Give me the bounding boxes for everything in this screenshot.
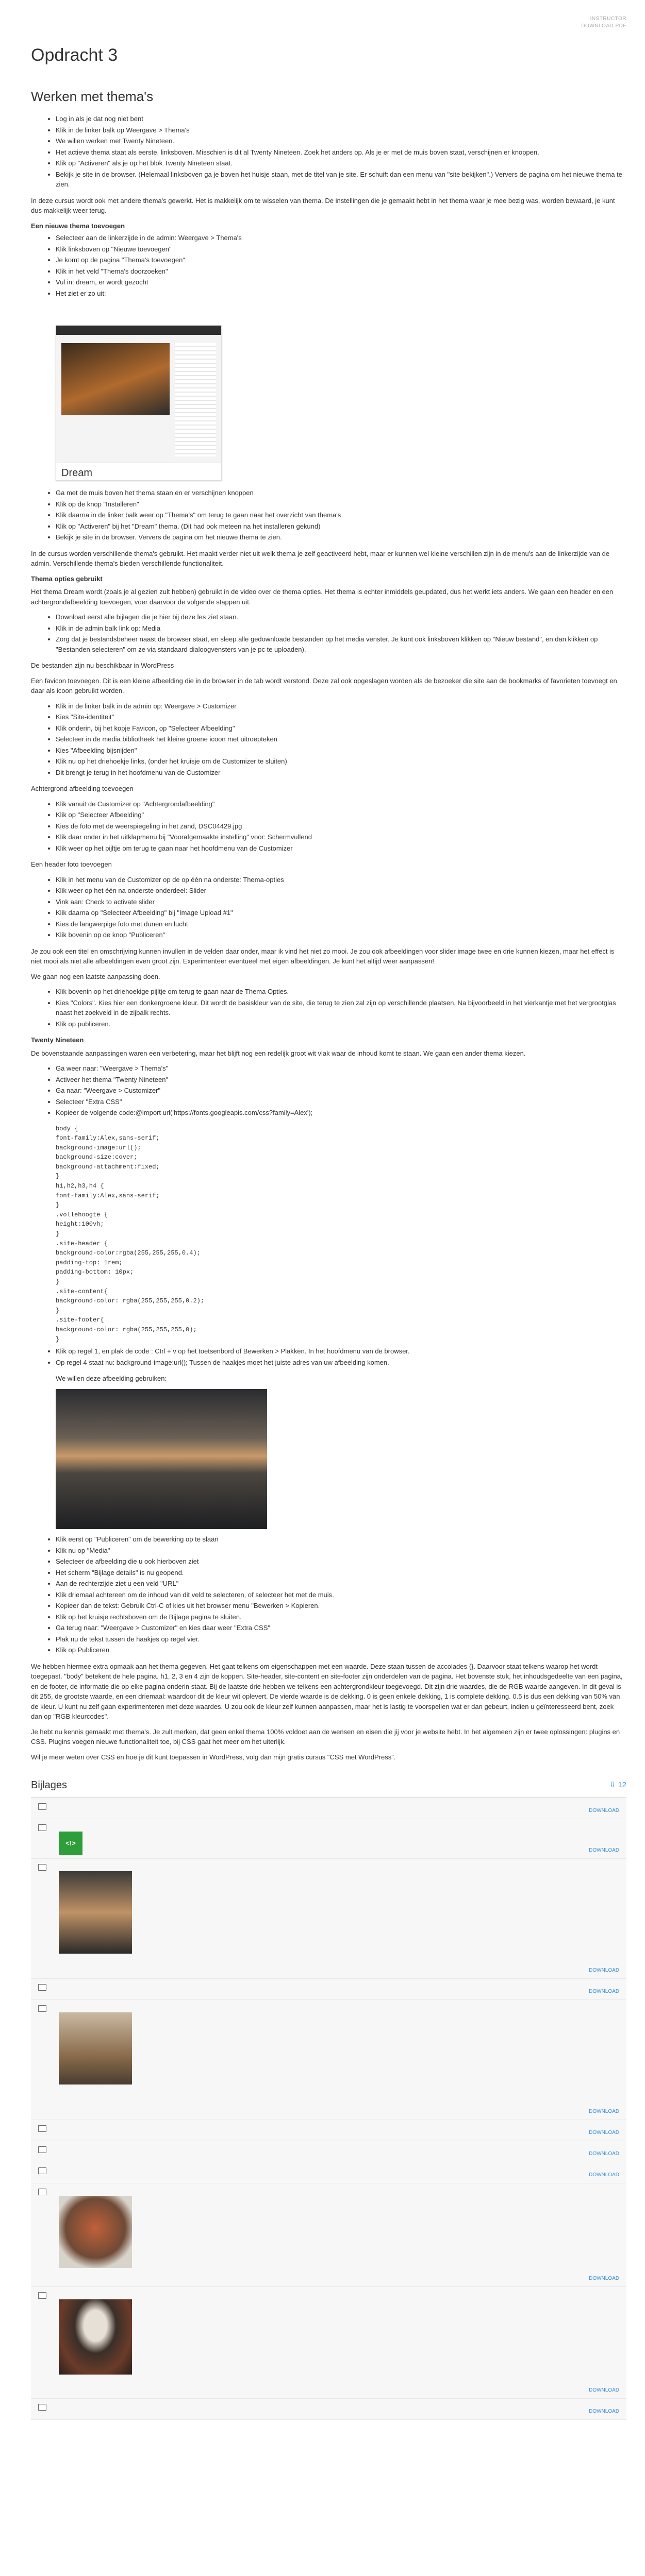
list-item: • Klik bovenin op het driehoekige pijltje om terug te gaan naar de Thema Opties. <box>56 987 626 997</box>
attachment-row <box>31 2287 626 2399</box>
list-item: • Klik in de linker balk in de admin op: Weergave > Customizer <box>56 701 626 711</box>
code-line: } <box>56 1278 60 1285</box>
attachment-row <box>31 2000 626 2120</box>
paragraph: We gaan nog een laatste aanpassing doen. <box>31 972 160 980</box>
list-item: • Het ziet er zo uit: <box>56 289 626 299</box>
attachments-title: Bijlages <box>31 1780 68 1791</box>
image-thumbnail <box>59 2299 132 2375</box>
list-item: • Je komt op de pagina "Thema's toevoegen" <box>56 255 626 265</box>
css-code <box>31 1124 626 1345</box>
code-line: font-family:Alex,sans-serif; <box>56 1134 160 1142</box>
theme-caption: Dream <box>56 463 221 480</box>
list-item: • Het actieve thema staat als eerste, linksboven. Misschien is dit al Twenty Nineteen. Zoek het anders op. Als je er met de muis boven staat, verschijnen er knoppen. <box>56 147 626 158</box>
list-item: • Selecteer in de media bibliotheek het kleine groene icoon met uitroepteken <box>56 734 626 744</box>
paragraph: In de cursus worden verschillende thema's gebruikt. Het maakt verder niet uit welk thema je zelf geactiveerd hebt, maar er kunnen wel kleine verschillen zijn in de menu's aan de linkerzijde van de admin. Verschillende thema's bieden verschillende functionaliteit. <box>31 549 610 567</box>
list-item: • Klik onderin, bij het kopje Favicon, op "Selecteer Afbeelding" <box>56 723 626 734</box>
code-line: } <box>56 1335 60 1343</box>
list-item: • Klik op "Activeren" als je op het blok Twenty Nineteen staat. <box>56 158 626 168</box>
download-link[interactable]: DOWNLOAD <box>589 1968 619 1974</box>
code-line: background-image:url(); <box>56 1144 141 1151</box>
list-item: • Klik daar onder in het uitklapmenu bij "Voorafgemaakte instelling" voor: Schermvullend <box>56 832 626 842</box>
attachments-count[interactable]: ⇩ 12 <box>609 1781 626 1790</box>
download-link[interactable]: DOWNLOAD <box>589 2409 619 2415</box>
image-icon <box>38 1803 46 1810</box>
code-line: body { <box>56 1125 78 1132</box>
list-item: • Klik vanuit de Customizer op "Achtergrondafbeelding" <box>56 799 626 809</box>
dream-theme-screenshot <box>56 325 222 481</box>
lesson-content <box>31 82 626 2420</box>
list-item: • Klik driemaal achtereen om de inhoud van dit veld te selecteren, of selecteer het met de muis. <box>56 1590 626 1600</box>
favicon-thumbnail: <!> <box>59 1832 82 1855</box>
download-link[interactable]: DOWNLOAD <box>589 2151 619 2157</box>
list-item: • Kies de langwerpige foto met dunen en lucht <box>56 919 626 929</box>
image-icon <box>38 2125 46 2132</box>
code-line: .site-footer{ <box>56 1316 104 1324</box>
image-icon <box>38 2189 46 2195</box>
download-link[interactable]: DOWNLOAD <box>589 1989 619 1995</box>
paragraph: In deze cursus wordt ook met andere thema's gewerkt. Het is makkelijk om te wisselen van thema. De instellingen die je gemaakt hebt in het thema waar je mee bezig was, worden bewaard, je kunt dus makkelijk weer terug. <box>31 196 615 214</box>
paragraph: Je zou ook een titel en omschrijving kunnen invullen in de velden daar onder, maar ik vind het niet zo mooi. Je zou ook afbeeldingen voor slider image twee en drie kunnen kiezen, maar het effect is niet mooi als niet alle afbeeldingen even groot zijn. Experimenteer eventueel met eigen afbeeldingen. Je kunt het altijd weer aanpassen! <box>31 947 615 965</box>
list-item: • Ga met de muis boven het thema staan en er verschijnen knoppen <box>56 488 626 498</box>
list-item: • Kopieer de volgende code:@import url('https://fonts.googleapis.com/css?family=Alex'); <box>56 1108 626 1118</box>
list-item: • Klik weer op het pijltje om terug te gaan naar het hoofdmenu van de Customizer <box>56 843 626 854</box>
code-line: background-color: rgba(255,255,255,0.2); <box>56 1297 205 1305</box>
code-line: font-family:Alex,sans-serif; <box>56 1192 160 1199</box>
download-link[interactable]: DOWNLOAD <box>589 2276 619 2282</box>
list-item: • Kies "Afbeelding bijsnijden" <box>56 745 626 756</box>
topbar <box>581 15 626 30</box>
list-item: • Kies "Colors". Kies hier een donkergroene kleur. Dit wordt de basiskleur van de site, die terug te zien zal zijn op verschillende plaatsen. Na bijvoorbeeld in het vierkantje met het vergrootglas naast het zoekveld in de zijbalk rechts. <box>56 998 626 1018</box>
page-title: Opdracht 3 <box>31 45 118 65</box>
paragraph: Het thema Dream wordt (zoals je al gezien zult hebben) gebruikt in de video over de thema opties. Het thema is echter inmiddels geupdated, dus het werkt iets anders. We gaan een header en een achtergrondafbeelding toevoegen, voer daarvoor de volgende stappen uit. <box>31 588 614 606</box>
image-thumbnail <box>59 2196 132 2268</box>
list-item: • Klik op het kruisje rechtsboven om de Bijlage pagina te sluiten. <box>56 1612 626 1622</box>
list-item: • Download eerst alle bijlagen die je hier bij deze les ziet staan. <box>56 612 626 622</box>
image-icon <box>38 2292 46 2299</box>
download-link[interactable]: DOWNLOAD <box>589 2172 619 2178</box>
attachment-row <box>31 2183 626 2287</box>
attachment-row <box>31 2162 626 2183</box>
list-item: • Klik op de knop "Installeren" <box>56 499 626 510</box>
subheading: Twenty Nineteen <box>31 1036 84 1044</box>
code-line: background-size:cover; <box>56 1154 138 1161</box>
paragraph: De bestanden zijn nu beschikbaar in WordPress <box>31 662 174 669</box>
list-item: • Klik bovenin op de knop "Publiceren" <box>56 930 626 940</box>
attachments-count-value: 12 <box>618 1781 626 1790</box>
paragraph: Achtergrond afbeelding toevoegen <box>31 785 134 792</box>
paragraph: Een header foto toevoegen <box>31 860 112 868</box>
attachments-header <box>31 1777 626 1798</box>
paragraph: De bovenstaande aanpassingen waren een verbetering, maar het blijft nog een redelijk groot wit vlak waar de inhoud komt te staan. We gaan een ander thema kiezen. <box>31 1049 526 1057</box>
download-link[interactable]: DOWNLOAD <box>589 2109 619 2115</box>
list-item: • Klik daarna op "Selecteer Afbeelding" bij "Image Upload #1" <box>56 908 626 918</box>
list-item: • Klik op "Selecteer Afbeelding" <box>56 810 626 820</box>
attachment-row <box>31 2399 626 2420</box>
list7 <box>31 875 626 940</box>
list-item: • Klik daarna in de linker balk weer op "Thema's" om terug te gaan naar het overzicht van thema's <box>56 510 626 520</box>
code-line: background-color: rgba(255,255,255,0); <box>56 1326 197 1333</box>
list-item: • Selecteer aan de linkerzijde in de admin: Weergave > Thema's <box>56 233 626 243</box>
list-item: • Vink aan: Check to activate slider <box>56 897 626 907</box>
image-icon <box>38 1864 46 1871</box>
image-icon <box>38 1984 46 1991</box>
code-line: .vollehoogte { <box>56 1211 108 1218</box>
sand-reflection-image <box>56 1389 267 1529</box>
subheading: Een nieuwe thema toevoegen <box>31 222 125 230</box>
code-line: } <box>56 1307 60 1314</box>
paragraph: Wil je meer weten over CSS en hoe je dit kunt toepassen in WordPress, volg dan mijn gratis cursus "CSS met WordPress". <box>31 1753 396 1761</box>
list-item: • Plak nu de tekst tussen de haakjes op regel vier. <box>56 1634 626 1645</box>
list-item: • Dit brengt je terug in het hoofdmenu van de Customizer <box>56 768 626 778</box>
paragraph: Je hebt nu kennis gemaakt met thema's. Je zult merken, dat geen enkel thema 100% voldoet aan de wensen en eisen die jij voor je website hebt. In het algemeen zijn er twee oplossingen: plugins en CSS. Plugins voegen nieuwe functionaliteit toe, bij CSS gaat het meer om het uiterlijk. <box>31 1727 620 1746</box>
list-item: • Ga naar: "Weergave > Customizer" <box>56 1086 626 1096</box>
attachment-row <box>31 1859 626 1979</box>
image-intro: We willen deze afbeelding gebruiken: <box>56 1375 167 1383</box>
list-item: • Klik in het menu van de Customizer op de op één na onderste: Thema-opties <box>56 875 626 885</box>
attachment-row <box>31 1979 626 2000</box>
list6 <box>31 799 626 854</box>
download-pdf-link[interactable]: DOWNLOAD PDF <box>581 23 626 29</box>
list-item: • Klik in de admin balk link op: Media <box>56 623 626 634</box>
image-thumbnail <box>59 1871 132 1954</box>
image-icon <box>38 1824 46 1831</box>
list-item: • Klik op publiceren. <box>56 1019 626 1029</box>
list-item: • Klik in de linker balk op Weergave > Thema's <box>56 125 626 135</box>
list2 <box>31 233 626 298</box>
list-item: • Aan de rechterzijde ziet u een veld "URL" <box>56 1579 626 1589</box>
list10 <box>31 1346 626 1367</box>
code-line: height:100vh; <box>56 1221 104 1228</box>
list9 <box>31 1063 626 1118</box>
list-item: • Klik op "Activeren" bij het "Dream" thema. (Dit had ook meteen na het installeren gekund) <box>56 521 626 532</box>
list3 <box>31 488 626 543</box>
attachment-row <box>31 1798 626 1819</box>
download-link[interactable]: DOWNLOAD <box>589 2130 619 2136</box>
attachment-row <box>31 2120 626 2141</box>
image-thumbnail <box>59 2012 132 2084</box>
code-line: .site-content{ <box>56 1287 108 1295</box>
subheading: Thema opties gebruikt <box>31 574 103 583</box>
image-icon <box>38 2146 46 2153</box>
download-link[interactable]: DOWNLOAD <box>589 2387 619 2394</box>
list8 <box>31 987 626 1029</box>
image-icon <box>38 2005 46 2012</box>
list-item: • Bekijk je site in de browser. (Helemaal linksboven ga je boven het huisje staan, met de titel van je site. Er schuift dan een menu van "site bekijken".) Ververs de pagina om het nieuwe thema te zien. <box>56 170 626 190</box>
code-line: .site-header { <box>56 1240 108 1247</box>
download-link[interactable]: DOWNLOAD <box>589 1808 619 1814</box>
list-item: • Bekijk je site in de browser. Ververs de pagina om het nieuwe thema te zien. <box>56 532 626 543</box>
list1 <box>31 114 626 190</box>
code-line: } <box>56 1173 60 1180</box>
list-item: • Klik op Publiceren <box>56 1645 626 1655</box>
list-item: • Klik linksboven op "Nieuwe toevoegen" <box>56 244 626 255</box>
list-item: • Het scherm "Bijlage details" is nu geopend. <box>56 1568 626 1578</box>
code-line: } <box>56 1230 60 1238</box>
list-item: • Selecteer "Extra CSS" <box>56 1097 626 1107</box>
code-line: h1,h2,h3,h4 { <box>56 1182 104 1190</box>
list-item: • Kopieer dan de tekst: Gebruik Ctrl-C of kies uit het browser menu "Bewerken > Kopieren. <box>56 1601 626 1611</box>
code-line: padding-top: 1rem; <box>56 1259 123 1266</box>
list-item: • Klik eerst op "Publiceren" om de bewerking op te slaan <box>56 1534 626 1545</box>
download-link[interactable]: DOWNLOAD <box>589 1848 619 1854</box>
list-item: • Log in als je dat nog niet bent <box>56 114 626 124</box>
list-item: • Klik weer op het één na onderste onderdeel: Slider <box>56 886 626 896</box>
list11 <box>31 1534 626 1655</box>
list-item: • Op regel 4 staat nu: background-image:url(); Tussen de haakjes moet het juiste adres van uw afbeelding komen. <box>56 1358 626 1368</box>
image-icon <box>38 2404 46 2411</box>
list4 <box>31 612 626 654</box>
list-item: • Kies de foto met de weerspiegeling in het zand, DSC04429.jpg <box>56 821 626 832</box>
list-item: • Ga weer naar: "Weergave > Thema's" <box>56 1063 626 1074</box>
instructor-link[interactable]: INSTRUCTOR <box>590 16 626 22</box>
paragraph: Een favicon toevoegen. Dit is een kleine afbeelding die in de browser in de tab wordt verstond. Deze zal ook opgeslagen worden als de bezoeker die site aan de bookmarks of favorieten toevoegt en daar als icoon gebruikt worden. <box>31 676 617 694</box>
code-line: } <box>56 1201 60 1209</box>
list-item: • Kies "Site-identiteit" <box>56 712 626 722</box>
section-title: Werken met thema's <box>31 89 154 104</box>
code-line: background-color:rgba(255,255,255,0.4); <box>56 1249 201 1257</box>
list-item: • Activeer het thema "Twenty Nineteen" <box>56 1075 626 1085</box>
attachment-row <box>31 1819 626 1859</box>
code-line: background-attachment:fixed; <box>56 1163 160 1171</box>
list-item: • Zorg dat je bestandsbeheer naast de browser staat, en sleep alle gedownloade bestanden op het media venster. Je kunt ook linksboven klikken op "Nieuw bestand", en dan klikken op "Bestanden selecteren" om ze via standaard dialoogvensters van je pc te uploaden). <box>56 634 626 654</box>
list5 <box>31 701 626 778</box>
list-item: • We willen werken met Twenty Nineteen. <box>56 136 626 146</box>
code-line: padding-bottom: 10px; <box>56 1268 134 1276</box>
list-item: • Klik nu op het driehoekje links, (onder het kruisje om de Customizer te sluiten) <box>56 756 626 767</box>
list-item: • Ga terug naar: "Weergave > Customizer" en kies daar weer "Extra CSS" <box>56 1623 626 1633</box>
paragraph: We hebben hiermee extra opmaak aan het thema gegeven. Het gaat telkens om eigenschappen met een waarde. Deze staan tussen de accolades {}. Daarvoor staat telkens waarop het wordt toegepast. "body" betekent de hele pagina. h1, 2, 3 en 4 zijn de koppen. Site-header, site-content en site-footer zijn onderdelen van de pagina. Het bovenste stuk, het inhoudsgedeelte van een pagina, en de footer, de informatie die op elke pagina onderin staat. Bij de laatste drie hebben we telkens een achtergrondkleur toegevoegd. Dit zijn drie waardes, die de RGB waarde aangeven. In dit geval is dit 255, de grootste waarde, en een driemaal: waardoor dit de kleur wit oplevert. De vierde waarde is de dekking. 0 is geen enkele dekking, 1 is complete dekking. 0.5 is dus een dekking van 50% van de kleur. U kunt nu zelf gaan experimenteren met deze waardes. U zou ook de kleur zelf kunnen aanpassen, maar het is lastig te voorspellen wat er dan gebeurt, indien u geïnteresseerd bent, zoek dan op "RGB kleurcodes". <box>31 1662 623 1721</box>
list-item: • Vul in: dream, er wordt gezocht <box>56 277 626 287</box>
image-icon <box>38 2167 46 2174</box>
list-item: • Klik op regel 1, en plak de code : Ctrl + v op het toetsenbord of Bewerken > Plakken. In het hoofdmenu van de browser. <box>56 1346 626 1357</box>
list-item: • Selecteer de afbeelding die u ook hierboven ziet <box>56 1556 626 1567</box>
attachment-row <box>31 2141 626 2162</box>
list-item: • Klik nu op "Media" <box>56 1546 626 1556</box>
list-item: • Klik in het veld "Thema's doorzoeken" <box>56 266 626 277</box>
